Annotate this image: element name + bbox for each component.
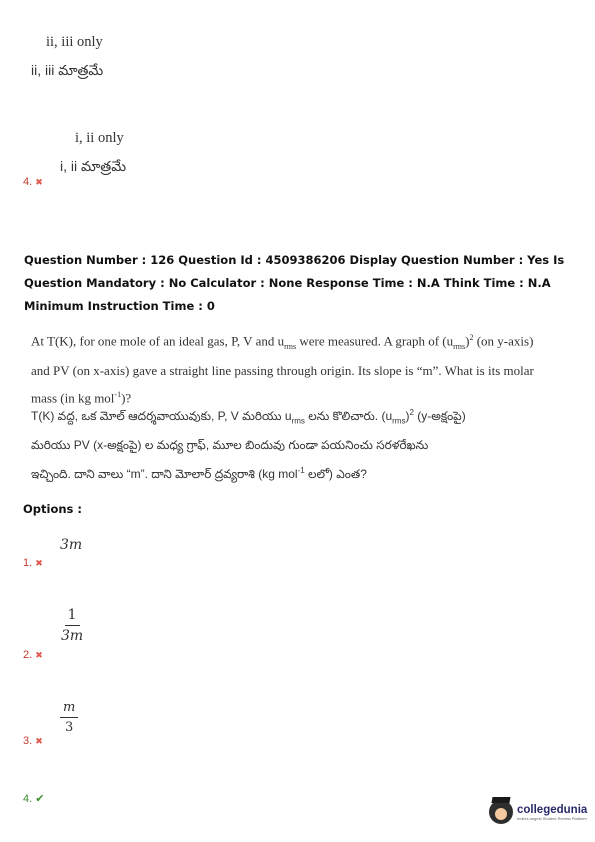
- student-avatar-icon: [489, 800, 513, 824]
- prev-option-4-english: i, ii only: [75, 130, 124, 146]
- prev-option-3-telugu: ii, iii మాత్రమే: [31, 62, 104, 78]
- wrong-cross-icon: ✖: [35, 177, 43, 187]
- question-telugu-line-1: T(K) వద్ద, ఒక మోల్ ఆదర్శవాయువుకు, P, V మరియు $u_{rms}$ లను కొలిచారు. $(u_{rms})^2$ (y-అక్షంపై): [31, 408, 466, 426]
- option-2-number: 2.: [23, 649, 33, 661]
- collegedunia-logo: [489, 800, 587, 824]
- question-telugu-line-3: ఇచ్చింది. దాని వాలు “m”. దాని మోలార్ ద్రవ్యరాశి (kg mol$^{-1}$ లలో) ఎంత?: [31, 466, 367, 482]
- option-1-marker: [23, 553, 43, 571]
- option-2-marker: [23, 645, 43, 663]
- question-metadata-header: Question Number : 126 Question Id : 4509386206 Display Question Number : Yes Is Question Mandatory : No Calculator : None Response Time : N.A Think Time : N.A Minimum Instruction Time : 0: [24, 253, 565, 313]
- wrong-cross-icon: ✖: [35, 558, 43, 568]
- correct-check-icon: ✔: [35, 793, 45, 805]
- prev-option-4-telugu: i, ii మాత్రమే: [60, 158, 127, 174]
- option-1-number: 1.: [23, 557, 33, 569]
- option-1-text: 3m: [60, 537, 83, 553]
- option-3-fraction: [60, 700, 78, 735]
- option-3-number: 3.: [23, 735, 33, 747]
- logo-name: collegedunia: [517, 803, 588, 816]
- option-3-denominator: 3: [65, 720, 74, 735]
- option-2-fraction: [58, 607, 86, 644]
- question-telugu-line-2: మరియు PV (x-అక్షంపై) ల మధ్య గ్రాఫ్, మూల బిందువు గుండా పయనించు సరళరేఖను: [31, 438, 429, 453]
- question-telugu-text: [31, 400, 571, 487]
- question-english-text: [31, 326, 571, 410]
- option-4-number: 4.: [23, 793, 33, 805]
- option-3-numerator: m: [60, 700, 78, 718]
- wrong-cross-icon: ✖: [35, 736, 43, 746]
- option-2-denominator: 3m: [61, 628, 84, 644]
- option-3-marker: [23, 731, 43, 749]
- prev-option-4-marker: [23, 172, 43, 190]
- options-label: Options :: [23, 502, 82, 516]
- logo-tagline: India's largest Student Review Platform: [517, 815, 587, 821]
- question-english-line-1: At T(K), for one mole of an ideal gas, P, V and $u_{rms}$ were measured. A graph of $(u_{rms})^2$ (on y-axis): [31, 333, 534, 351]
- prev-option-3-english: ii, iii only: [46, 34, 103, 50]
- question-english-line-2: and PV (on x-axis) gave a straight line passing through origin. Its slope is “m”. What is its molar: [31, 362, 534, 378]
- question-english-line-3: mass (in kg mol$^{-1}$)?: [31, 389, 132, 406]
- prev-option-4-number: 4.: [23, 176, 33, 188]
- option-2-numerator: 1: [65, 607, 80, 626]
- option-4-marker: [23, 789, 44, 807]
- wrong-cross-icon: ✖: [35, 650, 43, 660]
